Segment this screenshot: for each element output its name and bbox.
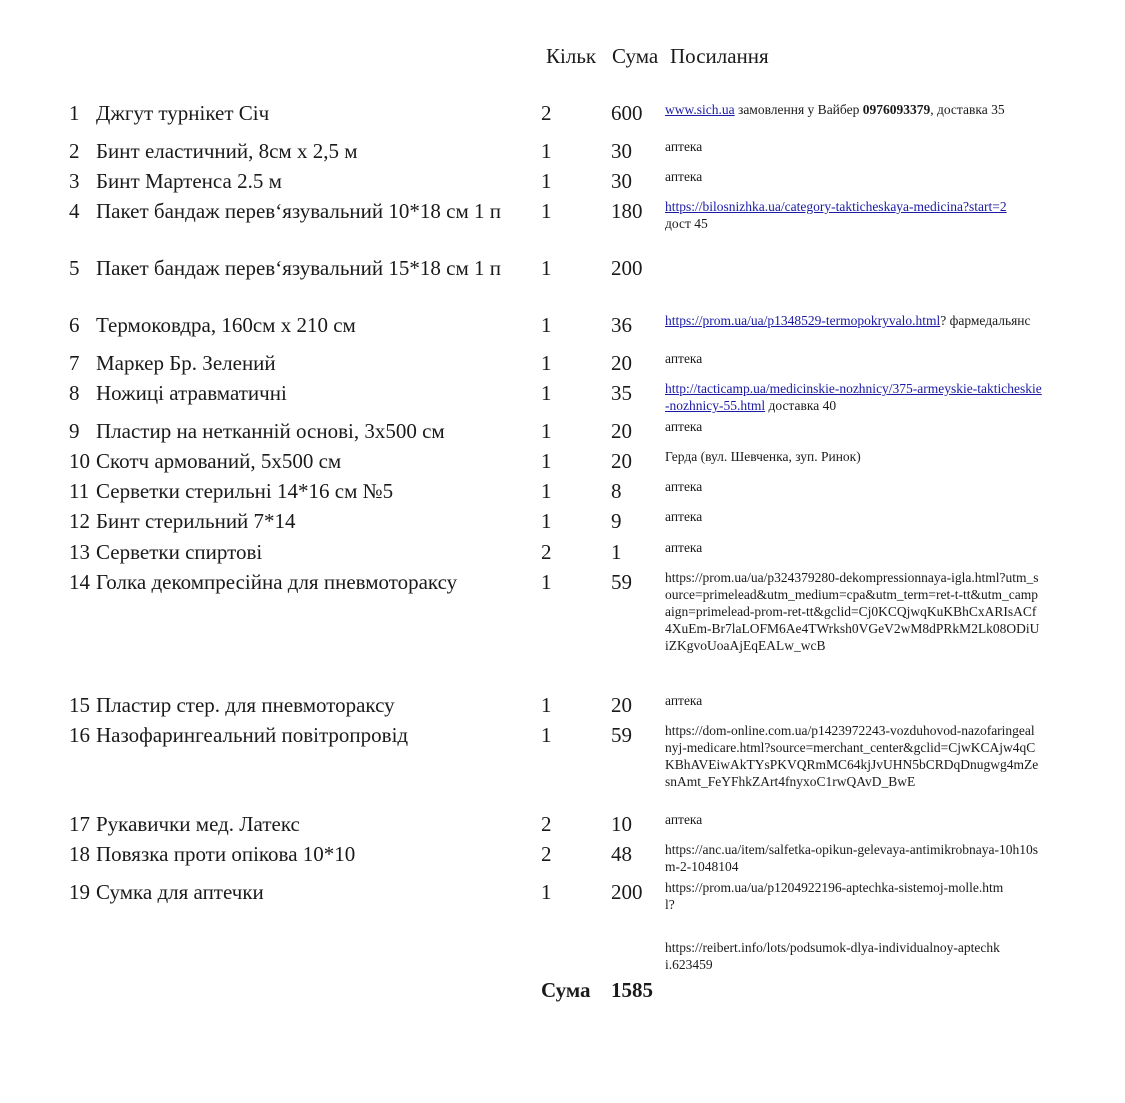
item-qty: 1 xyxy=(541,880,552,904)
item-name: Сумка для аптечки xyxy=(96,880,264,904)
item-note: аптека xyxy=(665,693,703,708)
item-link-text-2: https://reibert.info/lots/podsumok-dlya-individualnoy-aptechki.623459 xyxy=(665,940,1000,972)
item-sum: 30 xyxy=(611,169,632,193)
item-sum: 36 xyxy=(611,313,632,337)
item-qty: 1 xyxy=(541,139,552,163)
item-name: Пластир стер. для пневмотораксу xyxy=(96,693,395,717)
item-link-text: https://anc.ua/item/salfetka-opikun-gelevaya-antimikrobnaya-10h10sm-2-1048104 xyxy=(665,842,1039,874)
item-qty: 2 xyxy=(541,812,552,836)
item-name: Повязка проти опікова 10*10 xyxy=(96,842,356,866)
item-qty: 1 xyxy=(541,256,552,280)
total-label: Сума xyxy=(541,978,591,1002)
item-note: аптека xyxy=(665,419,703,434)
item-name: Бинт Мартенса 2.5 м xyxy=(96,169,282,193)
item-sum: 20 xyxy=(611,351,632,375)
item-sum: 59 xyxy=(611,723,632,747)
row-number: 1 xyxy=(69,101,80,125)
item-link-cell: www.sich.ua замовлення у Вайбер 0976093379, доставка 35 xyxy=(665,102,1005,117)
row-number: 11 xyxy=(69,479,90,503)
phone-number: 0976093379 xyxy=(862,102,931,117)
item-sum: 59 xyxy=(611,570,632,594)
item-qty: 2 xyxy=(541,540,552,564)
row-number: 8 xyxy=(69,381,80,405)
item-link-cell: http://tacticamp.ua/medicinskie-nozhnicy/375-armeyskie-takticheskie-nozhnicy-55.html доставка 40 xyxy=(665,381,1042,413)
item-qty: 1 xyxy=(541,723,552,747)
item-qty: 1 xyxy=(541,479,552,503)
row-number: 3 xyxy=(69,169,80,193)
total-value: 1585 xyxy=(611,978,653,1002)
item-sum: 600 xyxy=(611,101,643,125)
item-name: Пластир на нетканній основі, 3х500 см xyxy=(96,419,445,443)
item-note: аптека xyxy=(665,509,703,524)
row-number: 7 xyxy=(69,351,80,375)
row-number: 17 xyxy=(69,812,90,836)
item-sum: 20 xyxy=(611,419,632,443)
item-name: Ножиці атравматичні xyxy=(96,381,287,405)
item-qty: 1 xyxy=(541,693,552,717)
row-number: 14 xyxy=(69,570,90,594)
item-qty: 2 xyxy=(541,101,552,125)
item-sum: 20 xyxy=(611,449,632,473)
row-number: 16 xyxy=(69,723,90,747)
item-qty: 1 xyxy=(541,169,552,193)
item-sum: 8 xyxy=(611,479,622,503)
item-qty: 2 xyxy=(541,842,552,866)
item-name: Бинт еластичний, 8см х 2,5 м xyxy=(96,139,358,163)
item-qty: 1 xyxy=(541,313,552,337)
item-link[interactable]: www.sich.ua xyxy=(665,102,735,117)
item-sum: 200 xyxy=(611,256,643,280)
item-note: аптека xyxy=(665,540,703,555)
item-qty: 1 xyxy=(541,570,552,594)
item-name: Термоковдра, 160см х 210 см xyxy=(96,313,356,337)
row-number: 13 xyxy=(69,540,90,564)
item-qty: 1 xyxy=(541,509,552,533)
item-name: Скотч армований, 5х500 см xyxy=(96,449,342,473)
item-name: Пакет бандаж перев‘язувальний 10*18 см 1 п xyxy=(96,199,501,223)
row-number: 2 xyxy=(69,139,80,163)
item-link-cell: https://bilosnizhka.ua/category-takticheskaya-medicina?start=2 дост 45 xyxy=(665,199,1007,231)
row-number: 18 xyxy=(69,842,90,866)
header-qty: Кільк xyxy=(546,44,597,68)
item-name: Серветки стерильні 14*16 см №5 xyxy=(96,479,394,503)
item-name: Голка декомпресійна для пневмотораксу xyxy=(96,570,458,594)
item-sum: 9 xyxy=(611,509,622,533)
item-note: аптека xyxy=(665,812,703,827)
item-sum: 35 xyxy=(611,381,632,405)
row-number: 15 xyxy=(69,693,90,717)
row-number: 4 xyxy=(69,199,80,223)
item-name: Назофарингеальний повітропровід xyxy=(96,723,409,747)
item-sum: 10 xyxy=(611,812,632,836)
row-number: 6 xyxy=(69,313,80,337)
item-link-text: https://dom-online.com.ua/p1423972243-vozduhovod-nazofaringealnyj-medicare.html?source=merchant_center&gclid=CjwKCAjw4qCKBhAVEiwAkTYsPKVQRmMC64kjJvUHN5bCRDqDnugwg4mZesnAmt_FeYFhkZArt4fnyxoC1rwQAvD_BwE xyxy=(665,723,1039,789)
row-number: 9 xyxy=(69,419,80,443)
item-sum: 30 xyxy=(611,139,632,163)
item-note: аптека xyxy=(665,351,703,366)
header-link: Посилання xyxy=(670,44,769,68)
item-sum: 200 xyxy=(611,880,643,904)
item-name: Серветки спиртові xyxy=(96,540,263,564)
item-qty: 1 xyxy=(541,199,552,223)
item-sum: 180 xyxy=(611,199,643,223)
item-link[interactable]: https://prom.ua/ua/p1348529-termopokryvalo.html xyxy=(665,313,941,328)
row-number: 12 xyxy=(69,509,90,533)
item-name: Джгут турнікет Січ xyxy=(96,101,270,125)
item-qty: 1 xyxy=(541,351,552,375)
item-link[interactable]: https://bilosnizhka.ua/category-takticheskaya-medicina?start=2 xyxy=(665,199,1007,214)
item-name: Маркер Бр. Зелений xyxy=(96,351,276,375)
item-link[interactable]: http://tacticamp.ua/medicinskie-nozhnicy/375-armeyskie-takticheskie-nozhnicy-55.html xyxy=(665,381,1042,413)
item-name: Рукавички мед. Латекс xyxy=(96,812,300,836)
item-name: Бинт стерильний 7*14 xyxy=(96,509,296,533)
item-note: аптека xyxy=(665,139,703,154)
row-number: 19 xyxy=(69,880,90,904)
item-sum: 20 xyxy=(611,693,632,717)
item-sum: 48 xyxy=(611,842,632,866)
item-qty: 1 xyxy=(541,381,552,405)
item-note: аптека xyxy=(665,479,703,494)
item-note: аптека xyxy=(665,169,703,184)
item-sum: 1 xyxy=(611,540,622,564)
row-number: 10 xyxy=(69,449,90,473)
row-number: 5 xyxy=(69,256,80,280)
item-link-text: https://prom.ua/ua/p324379280-dekompressionnaya-igla.html?utm_source=primelead&utm_medium=cpa&utm_term=ret-t-tt&utm_campaign=primelead-prom-ret-tt&gclid=Cj0KCQjwqKuKBhCxARIsACf4XuEm-Br7laLOFM6Ae4TWrksh0VGeV2wM8dPRkM2Lk08ODiUiZKgvoUoaAjEqEALw_wcB xyxy=(665,570,1040,653)
item-link-text: https://prom.ua/ua/p1204922196-aptechka-sistemoj-molle.html? xyxy=(665,880,1004,912)
item-link-cell: https://prom.ua/ua/p1348529-termopokryvalo.html? фармедальянс xyxy=(665,313,1031,328)
item-note: Герда (вул. Шевченка, зуп. Ринок) xyxy=(665,449,861,464)
item-name: Пакет бандаж перев‘язувальний 15*18 см 1 п xyxy=(96,256,501,280)
header-sum: Сума xyxy=(612,44,659,68)
item-qty: 1 xyxy=(541,449,552,473)
item-qty: 1 xyxy=(541,419,552,443)
